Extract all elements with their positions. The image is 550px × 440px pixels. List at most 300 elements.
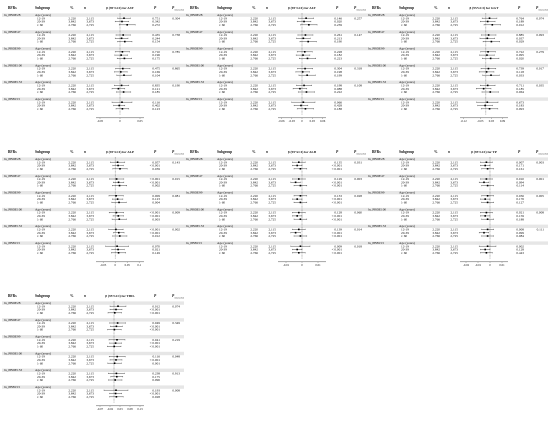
header-p-interaction: P (172, 6, 175, 10)
p-value: 0.185 (152, 90, 160, 95)
header-n: n (84, 6, 86, 10)
percent-value: 3.842 (250, 36, 258, 41)
header-subgroup: Subgroup (399, 150, 415, 154)
p-value: 0.020 (516, 56, 524, 61)
n-value: 3,673 (268, 19, 276, 24)
age-group-label: 12-19 (401, 33, 409, 38)
point-estimate (298, 161, 300, 163)
age-group-label: 12-19 (401, 83, 409, 88)
point-estimate (306, 91, 308, 93)
point-estimate (487, 235, 489, 237)
age-group-label: 20-39 (37, 163, 45, 168)
percent-value: 3.842 (432, 247, 440, 252)
exposure-name: ln_PBDE153 (4, 368, 23, 373)
p-value: 0.036 (516, 193, 524, 198)
age-group-label: ≥ 60 (401, 234, 408, 239)
age-group-label: 20-39 (37, 324, 45, 329)
percent-value: 2.766 (250, 166, 258, 171)
header-p: P (336, 150, 339, 154)
percent-value: 2.766 (432, 56, 440, 61)
age-label: Age (years) (217, 241, 233, 245)
n-value: 2,725 (450, 234, 458, 239)
exposure-name: ln_PBB153 (368, 97, 384, 101)
n-value: 2,115 (450, 244, 458, 249)
percent-value: 3.842 (68, 53, 76, 58)
age-label: Age (years) (399, 224, 415, 229)
point-estimate (487, 195, 489, 197)
point-estimate (300, 245, 302, 247)
p-value: 0.099 (516, 230, 524, 235)
point-estimate (486, 54, 488, 56)
p-interaction-value: 0.257 (354, 16, 362, 21)
p-value: < 0.001 (331, 250, 342, 255)
percent-value: 2.766 (250, 183, 258, 188)
age-group-label: ≥ 60 (37, 327, 44, 332)
exposure-name: ln_PBDE100 (4, 63, 23, 68)
percent-value: 2.766 (250, 22, 258, 27)
age-group-label: 20-39 (37, 358, 45, 362)
point-estimate (489, 91, 491, 93)
n-value: 2,725 (450, 217, 458, 222)
age-group-label: 20-39 (401, 19, 409, 24)
x-tick-label: 0 (119, 118, 121, 123)
exposure-name: ln_PBDE99 (186, 190, 203, 195)
age-label: Age (years) (35, 207, 51, 212)
percent-value: 2.220 (68, 354, 76, 359)
point-estimate (486, 161, 488, 163)
n-value: 2,115 (268, 227, 276, 232)
x-tick-label: 0.08 (127, 406, 133, 411)
age-group-label: 20-39 (219, 70, 227, 74)
header-p-interaction-sub: interaction (174, 297, 185, 300)
percent-value: 2.766 (68, 22, 76, 27)
x-tick-label: 0.01 (499, 262, 505, 267)
n-value: 3,673 (268, 214, 276, 218)
point-estimate (123, 74, 125, 76)
exposure-name: ln_PBDE153 (4, 224, 23, 229)
percent-value: 3.842 (432, 197, 440, 202)
age-group-label: 20-39 (401, 70, 409, 74)
exposure-name: ln_PBDE28 (368, 157, 385, 161)
x-tick-label: -0.05 (96, 118, 104, 123)
p-value: < 0.001 (331, 197, 342, 202)
n-value: 2,115 (86, 177, 94, 182)
p-interaction-value: 0.014 (354, 227, 362, 232)
n-value: 2,725 (86, 90, 94, 95)
p-interaction-value: 0.318 (354, 66, 362, 71)
percent-value: 3.842 (68, 214, 76, 218)
point-estimate (484, 165, 486, 167)
n-value: 2,725 (268, 200, 276, 205)
point-estimate (124, 41, 126, 43)
percent-value: 3.842 (68, 230, 76, 235)
p-value: 0.711 (516, 83, 524, 88)
percent-value: 2.220 (432, 49, 440, 54)
header-percent: % (434, 150, 438, 154)
age-group-label: 20-39 (37, 307, 45, 312)
header-n: n (84, 150, 86, 154)
point-estimate (118, 202, 120, 204)
age-group-label: 20-39 (401, 103, 409, 108)
point-estimate (300, 235, 302, 237)
exposure-name: ln_PBB153 (186, 97, 202, 101)
age-label: Age (years) (35, 224, 51, 229)
p-interaction-value: 0.349 (172, 321, 180, 326)
n-value: 3,673 (86, 230, 94, 235)
percent-value: 2.766 (432, 250, 440, 255)
age-label: Age (years) (399, 97, 415, 101)
age-label: Age (years) (35, 190, 51, 195)
exposure-name: ln_PBDE99 (4, 46, 21, 51)
header-bfrs: BFRs (190, 6, 199, 10)
p-value: 0.123 (152, 197, 160, 202)
point-estimate (484, 249, 486, 251)
age-group-label: ≥ 60 (37, 166, 44, 171)
point-estimate (118, 252, 120, 254)
age-group-label: 20-39 (401, 197, 409, 202)
age-group-label: 12-19 (401, 244, 409, 249)
age-group-label: 12-19 (37, 177, 45, 182)
p-value: 0.135 (334, 160, 342, 165)
n-value: 3,673 (268, 163, 276, 168)
age-label: Age (years) (217, 224, 233, 229)
p-value: 0.272 (152, 22, 160, 27)
point-estimate (486, 212, 488, 214)
percent-value: 3.842 (68, 197, 76, 202)
point-estimate (302, 54, 304, 56)
point-estimate (116, 396, 118, 398)
n-value: 2,115 (86, 304, 94, 309)
point-estimate (119, 235, 121, 237)
p-value: 0.739 (516, 66, 524, 71)
exposure-name: ln_PBB153 (368, 241, 384, 245)
age-group-label: ≥ 60 (37, 56, 44, 61)
n-value: 3,673 (450, 197, 458, 202)
exposure-name: ln_PBDE28 (186, 13, 203, 17)
point-estimate (299, 88, 301, 90)
n-value: 2,115 (450, 66, 458, 71)
n-value: 2,115 (86, 33, 94, 38)
percent-value: 3.842 (250, 53, 258, 58)
point-estimate (484, 198, 486, 200)
header-p: P (154, 294, 157, 298)
age-label: Age (years) (35, 46, 51, 51)
p-value: 0.114 (516, 183, 524, 188)
n-value: 3,673 (268, 180, 276, 185)
age-group-label: ≥ 60 (219, 39, 226, 44)
point-estimate (486, 71, 488, 73)
p-value: 0.028 (152, 394, 160, 399)
percent-value: 2.766 (68, 250, 76, 255)
n-value: 2,725 (268, 217, 276, 222)
p-value: 0.139 (334, 227, 342, 232)
x-tick-label: 0.03 (309, 118, 315, 123)
age-group-label: ≥ 60 (37, 234, 44, 239)
percent-value: 2.220 (68, 83, 76, 88)
p-value: 0.133 (334, 193, 342, 198)
point-estimate (304, 51, 306, 53)
age-group-label: 12-19 (219, 16, 227, 21)
age-group-label: 12-19 (37, 83, 45, 88)
p-value: 0.161 (516, 166, 524, 171)
n-value: 3,673 (268, 36, 276, 41)
p-value: 0.012 (516, 22, 524, 27)
n-value: 2,725 (268, 22, 276, 27)
p-value: 0.239 (334, 22, 342, 27)
p-value: 0.182 (334, 53, 342, 58)
header-p: P (518, 6, 521, 10)
n-value: 2,725 (86, 394, 94, 399)
n-value: 2,725 (86, 344, 94, 349)
p-value: 0.012 (152, 304, 160, 309)
exposure-name: ln_PBB153 (4, 241, 20, 245)
age-label: Age (years) (217, 173, 233, 178)
age-label: Age (years) (35, 173, 51, 178)
age-group-label: ≥ 60 (37, 361, 44, 366)
p-value: 0.764 (516, 16, 524, 21)
age-label: Age (years) (399, 190, 415, 195)
percent-value: 2.766 (432, 166, 440, 171)
exposure-name: ln_PBB153 (186, 241, 202, 245)
percent-value: 2.766 (432, 106, 440, 111)
p-value: 0.228 (334, 49, 342, 54)
age-group-label: 12-19 (37, 33, 45, 38)
n-value: 3,673 (86, 19, 94, 24)
point-estimate (117, 165, 119, 167)
age-group-label: 20-39 (401, 230, 409, 235)
exposure-name: ln_PBDE47 (186, 173, 203, 178)
age-group-label: ≥ 60 (401, 166, 408, 171)
age-group-label: 20-39 (401, 214, 409, 218)
age-group-label: 12-19 (37, 244, 45, 249)
percent-value: 2.766 (432, 183, 440, 188)
percent-value: 2.220 (250, 83, 258, 88)
header-p-interaction: P (536, 150, 539, 154)
percent-value: 2.766 (68, 166, 76, 171)
age-group-label: 20-39 (219, 19, 227, 24)
percent-value: 3.842 (68, 180, 76, 185)
exposure-name: ln_PBDE28 (4, 13, 21, 17)
age-group-label: ≥ 60 (219, 56, 226, 61)
age-label: Age (years) (35, 385, 51, 389)
age-group-label: ≥ 60 (37, 378, 44, 383)
percent-value: 2.220 (432, 210, 440, 215)
age-group-label: 20-39 (37, 53, 45, 58)
age-group-label: ≥ 60 (401, 90, 408, 95)
percent-value: 2.220 (68, 337, 76, 342)
age-group-label: 20-39 (401, 53, 409, 58)
age-group-label: 20-39 (219, 103, 227, 108)
point-estimate (298, 212, 300, 214)
n-value: 2,725 (450, 90, 458, 95)
point-estimate (118, 215, 120, 217)
percent-value: 2.220 (68, 100, 76, 105)
age-group-label: 20-39 (37, 180, 45, 185)
point-estimate (491, 41, 493, 43)
n-value: 2,725 (86, 310, 94, 315)
header-percent: % (70, 150, 74, 154)
point-estimate (488, 68, 490, 70)
age-label: Age (years) (35, 301, 51, 305)
age-group-label: ≥ 60 (37, 106, 44, 111)
header-n: n (266, 6, 268, 10)
n-value: 2,115 (268, 83, 276, 88)
p-value: 0.223 (334, 56, 342, 61)
p-value: < 0.001 (331, 180, 342, 185)
percent-value: 2.220 (68, 16, 76, 21)
age-label: Age (years) (35, 241, 51, 245)
x-tick-label: 0 (114, 262, 116, 267)
age-group-label: 20-39 (401, 180, 409, 185)
percent-value: 2.766 (68, 183, 76, 188)
header-subgroup: Subgroup (35, 6, 51, 10)
exposure-name: ln_PBDE100 (4, 207, 23, 212)
x-tick-label: 0.05 (137, 118, 143, 123)
point-estimate (114, 379, 116, 381)
x-tick-label: -0.01 (282, 262, 290, 267)
age-label: Age (years) (399, 207, 415, 212)
age-group-label: ≥ 60 (37, 250, 44, 255)
point-estimate (116, 245, 118, 247)
age-label: Age (years) (35, 80, 51, 85)
header-percent: % (252, 6, 256, 10)
percent-value: 3.842 (68, 307, 76, 312)
age-group-label: 12-19 (37, 160, 45, 165)
n-value: 3,673 (450, 70, 458, 74)
percent-value: 3.842 (432, 36, 440, 41)
header-estimate: β (95%CI) for GGT (469, 6, 499, 10)
percent-value: 3.842 (250, 230, 258, 235)
header-estimate: β (95%CI) for ALB (287, 150, 317, 154)
n-value: 3,673 (450, 19, 458, 24)
percent-value: 2.220 (432, 33, 440, 38)
percent-value: 3.842 (250, 70, 258, 74)
exposure-name: ln_PBDE100 (186, 63, 205, 68)
x-tick-label: 0.03 (488, 118, 495, 123)
n-value: 2,725 (268, 250, 276, 255)
percent-value: 2.766 (68, 378, 76, 383)
exposure-name: ln_PBDE99 (4, 190, 21, 195)
point-estimate (304, 68, 306, 70)
p-value: 0.673 (516, 100, 524, 105)
percent-value: 2.220 (432, 160, 440, 165)
point-estimate (122, 51, 124, 53)
p-value: < 0.001 (149, 341, 160, 346)
n-value: 2,115 (268, 49, 276, 54)
p-interaction-value: 0.074 (536, 16, 544, 21)
age-group-label: 12-19 (219, 160, 227, 165)
age-group-label: 20-39 (401, 36, 409, 41)
p-interaction-value: 0.028 (354, 193, 362, 198)
n-value: 3,673 (268, 53, 276, 58)
percent-value: 3.842 (68, 36, 76, 41)
p-value: < 0.001 (331, 217, 342, 222)
age-group-label: 20-39 (37, 374, 45, 379)
point-estimate (303, 85, 305, 87)
age-group-label: ≥ 60 (401, 56, 408, 61)
n-value: 3,673 (268, 86, 276, 91)
percent-value: 3.842 (68, 163, 76, 168)
x-tick-label: -0.02 (462, 262, 470, 267)
forest-plot-svg (366, 2, 548, 146)
point-estimate (489, 17, 491, 19)
age-group-label: 20-39 (401, 86, 409, 91)
n-value: 3,673 (86, 247, 94, 252)
age-group-label: 20-39 (401, 247, 409, 252)
p-value: 0.198 (334, 70, 342, 74)
percent-value: 2.220 (68, 66, 76, 71)
percent-value: 2.766 (250, 200, 258, 205)
age-group-label: 12-19 (37, 100, 45, 105)
point-estimate (487, 38, 489, 40)
n-value: 3,673 (450, 53, 458, 58)
age-label: Age (years) (217, 97, 233, 101)
p-value: 0.084 (516, 234, 524, 239)
p-value: < 0.001 (331, 214, 342, 218)
percent-value: 2.220 (250, 49, 258, 54)
percent-value: 3.842 (68, 391, 76, 396)
header-estimate: β (95%CI) for ALT (288, 6, 316, 10)
point-estimate (114, 312, 116, 314)
point-estimate (298, 252, 300, 254)
n-value: 2,725 (86, 166, 94, 171)
p-value: 0.222 (334, 90, 342, 95)
p-value: 0.183 (516, 103, 524, 108)
n-value: 3,673 (86, 36, 94, 41)
point-estimate (487, 101, 489, 103)
p-value: 0.007 (516, 160, 524, 165)
p-value: 0.475 (152, 66, 160, 71)
p-value: 0.189 (516, 19, 524, 24)
n-value: 2,725 (268, 73, 276, 78)
x-tick-label: -0.12 (460, 118, 467, 123)
age-group-label: 12-19 (219, 244, 227, 249)
header-p-interaction-sub: interaction (174, 9, 185, 12)
p-value: 0.199 (334, 73, 342, 78)
p-value: 0.190 (334, 39, 342, 44)
header-subgroup: Subgroup (35, 294, 51, 298)
percent-value: 2.766 (250, 73, 258, 78)
p-interaction-value: 0.008 (172, 388, 180, 393)
p-interaction-value: 0.108 (354, 83, 362, 88)
p-value: 0.001 (152, 361, 160, 366)
age-group-label: 12-19 (401, 66, 409, 71)
p-value: 0.070 (152, 244, 160, 249)
point-estimate (117, 249, 119, 251)
point-estimate (118, 232, 120, 234)
p-value: 0.002 (516, 244, 524, 249)
age-group-label: 20-39 (37, 341, 45, 346)
n-value: 2,725 (450, 73, 458, 78)
age-group-label: ≥ 60 (219, 22, 226, 27)
exposure-name: ln_PBDE153 (4, 80, 23, 85)
percent-value: 2.766 (250, 106, 258, 111)
header-n: n (448, 6, 450, 10)
age-group-label: ≥ 60 (401, 200, 408, 205)
age-group-label: ≥ 60 (219, 250, 226, 255)
age-label: Age (years) (217, 207, 233, 212)
x-tick-label: 0 (301, 262, 303, 267)
point-estimate (300, 202, 302, 204)
age-label: Age (years) (217, 46, 233, 51)
point-estimate (118, 105, 120, 107)
p-value: < 0.001 (149, 327, 160, 332)
p-value: 0.066 (334, 100, 342, 105)
point-estimate (487, 245, 489, 247)
p-value: 0.004 (152, 200, 160, 205)
point-estimate (303, 21, 305, 23)
p-value: < 0.001 (331, 166, 342, 171)
